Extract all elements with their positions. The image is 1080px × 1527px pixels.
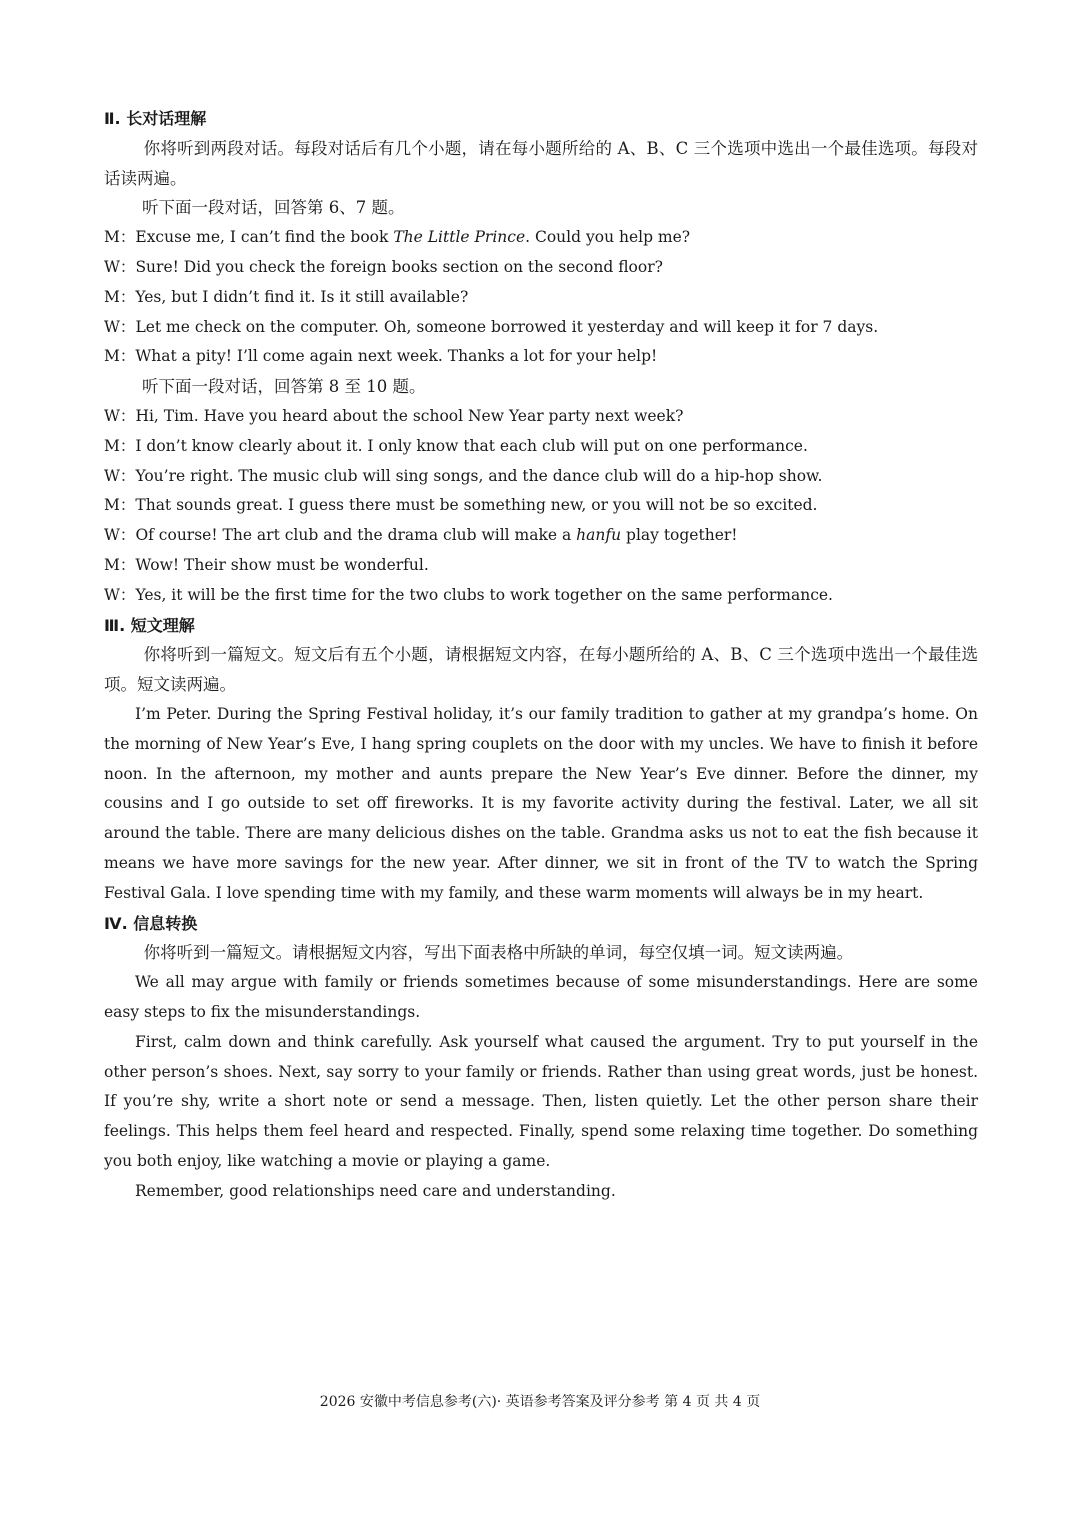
section-3-passage: I’m Peter. During the Spring Festival holiday, it’s our family tradition to gather at my grandpa’s home. On the morning of New Year’s Eve, I hang spring couplets on the door with my uncles. We have to finish it before noon. In the afternoon, my mother and aunts prepare the New Year’s Eve dinner. Before the dinner, my cousins and I go outside to set off fireworks. It is my favorite activity during the festival. Later, we all sit around the table. There are many delicious dishes on the table. Grandma asks us not to eat the fish because it means we have more savings for the new year. After dinner, we sit in front of the TV to watch the Spring Festival Gala. I love spending time with my family, and these warm moments will always be in my heart. <box>104 704 978 902</box>
book-title: The Little Prince <box>393 228 526 247</box>
line-text: Yes, it will be the first time for the two clubs to work together on the same performance. <box>135 585 833 604</box>
dialogue-line <box>104 253 978 283</box>
speaker-label: M： <box>104 436 136 455</box>
dialogue-2 <box>104 402 978 611</box>
speaker-label: W： <box>104 526 136 545</box>
dialogue-line <box>104 521 978 551</box>
speaker-label: M： <box>104 555 136 574</box>
dialogue-line <box>104 432 978 462</box>
section-2-title: Ⅱ. 长对话理解 <box>104 109 207 128</box>
dialogue-1-instruction: 听下面一段对话，回答第 6、7 题。 <box>142 198 405 218</box>
dialogue-line <box>104 313 978 343</box>
line-text: Wow! Their show must be wonderful. <box>135 555 429 574</box>
speaker-label: M： <box>104 287 136 306</box>
speaker-label: W： <box>104 406 136 425</box>
line-text: What a pity! I’ll come again next week. Thanks a lot for your help! <box>135 347 658 366</box>
speaker-label: W： <box>104 317 136 336</box>
dialogue-line <box>104 581 978 611</box>
section-4-paragraph-3: Remember, good relationships need care and understanding. <box>135 1181 616 1200</box>
line-text: You’re right. The music club will sing songs, and the dance club will do a hip-hop show. <box>135 466 823 485</box>
section-4-title: Ⅳ. 信息转换 <box>104 913 198 933</box>
speaker-label: M： <box>104 496 136 515</box>
italic-term: hanfu <box>576 526 622 545</box>
speaker-label: W： <box>104 585 136 604</box>
dialogue-2-instruction: 听下面一段对话，回答第 8 至 10 题。 <box>142 377 426 397</box>
page-footer: 2026 安徽中考信息参考(六)· 英语参考答案及评分参考 第 4 页 共 4 页 <box>319 1394 761 1410</box>
dialogue-line <box>104 462 978 492</box>
section-3-intro: 你将听到一篇短文。短文后有五个小题，请根据短文内容，在每小题所给的 A、B、C 三个选项中选出一个最佳选项。短文读两遍。 <box>104 645 978 695</box>
line-text: Of course! The art club and the drama club will make a <box>135 526 577 545</box>
dialogue-line <box>104 402 978 432</box>
document-page <box>104 104 978 1206</box>
line-text: play together! <box>621 526 738 545</box>
speaker-label: M： <box>104 228 136 247</box>
dialogue-1 <box>104 223 978 372</box>
line-text: Hi, Tim. Have you heard about the school New Year party next week? <box>135 406 684 425</box>
line-text: Sure! Did you check the foreign books section on the second floor? <box>135 257 663 276</box>
section-2-intro: 你将听到两段对话。每段对话后有几个小题，请在每小题所给的 A、B、C 三个选项中选出一个最佳选项。每段对话读两遍。 <box>104 138 978 188</box>
dialogue-line <box>104 491 978 521</box>
dialogue-line <box>104 283 978 313</box>
dialogue-line <box>104 223 978 253</box>
dialogue-line <box>104 551 978 581</box>
section-4-paragraph-1: We all may argue with family or friends sometimes because of some misunderstandings. Here are some easy steps to fix the misunderstandings. <box>104 973 978 1021</box>
section-3-title: Ⅲ. 短文理解 <box>104 615 195 635</box>
speaker-label: W： <box>104 257 136 276</box>
line-text: Let me check on the computer. Oh, someone borrowed it yesterday and will keep it for 7 days. <box>135 317 879 336</box>
line-text: Excuse me, I can’t find the book <box>135 228 394 247</box>
dialogue-line <box>104 342 978 372</box>
line-text: Yes, but I didn’t find it. Is it still available? <box>135 287 469 306</box>
line-text: . Could you help me? <box>525 228 691 247</box>
speaker-label: M： <box>104 347 136 366</box>
line-text: That sounds great. I guess there must be something new, or you will not be so excited. <box>135 496 818 515</box>
section-4-intro: 你将听到一篇短文。请根据短文内容，写出下面表格中所缺的单词，每空仅填一词。短文读两遍。 <box>143 943 854 963</box>
speaker-label: W： <box>104 466 136 485</box>
section-4-paragraph-2: First, calm down and think carefully. Ask yourself what caused the argument. Try to put yourself in the other person’s shoes. Next, say sorry to your family or friends. Rather than using great words, just be honest. If you’re shy, write a short note or send a message. Then, listen quietly. Let the other person share their feelings. This helps them feel heard and respected. Finally, spend some relaxing time together. Do something you both enjoy, like watching a movie or playing a game. <box>104 1032 978 1170</box>
line-text: I don’t know clearly about it. I only know that each club will put on one performance. <box>135 436 808 455</box>
